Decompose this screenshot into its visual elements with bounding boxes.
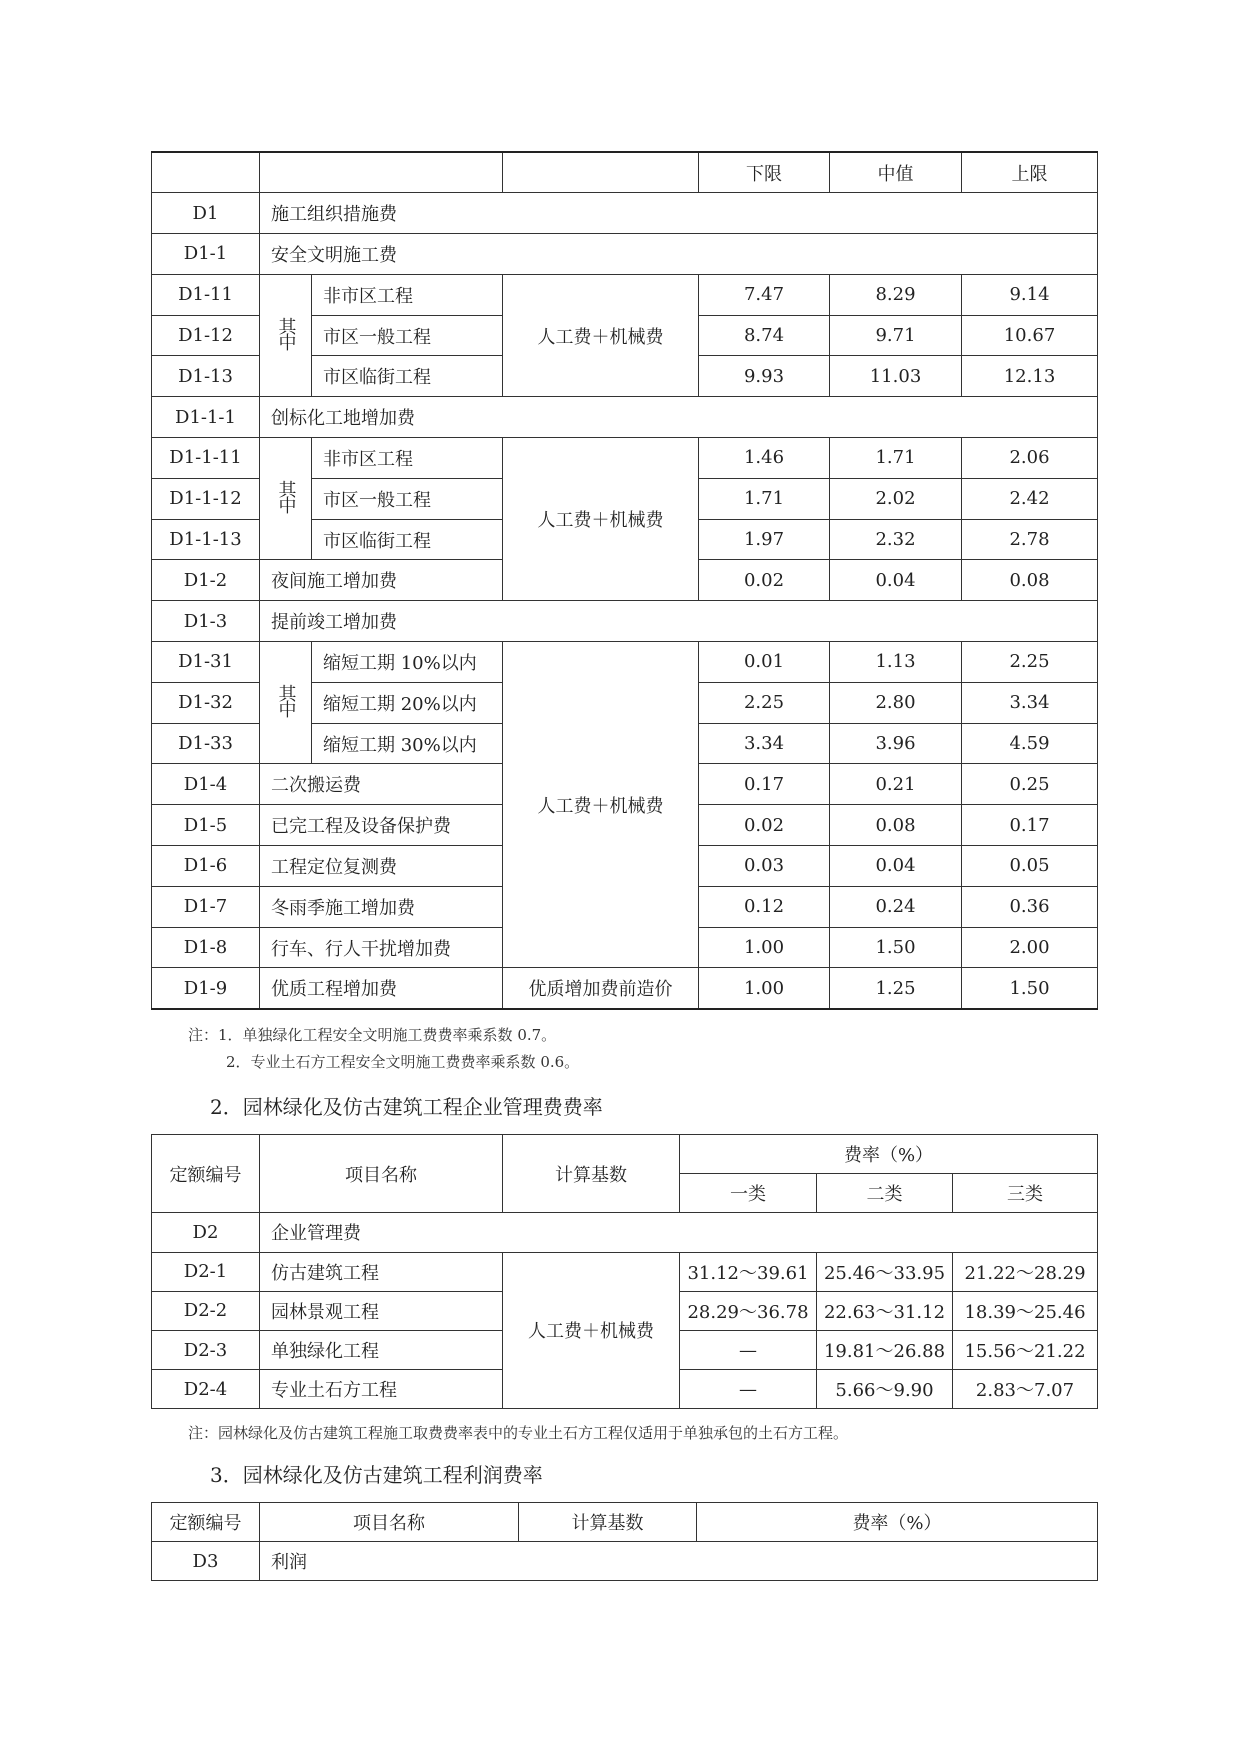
value-lower: 0.02 — [699, 560, 830, 601]
row-code: D3 — [152, 1542, 260, 1581]
row-name: 提前竣工增加费 — [260, 601, 1098, 642]
value-median: 0.04 — [830, 846, 962, 887]
value-lower: 0.03 — [699, 846, 830, 887]
row-code: D2-3 — [152, 1330, 260, 1369]
header-cell-name: 项目名称 — [260, 1135, 503, 1213]
row-code: D1-3 — [152, 601, 260, 642]
value-median: 1.50 — [830, 927, 962, 968]
rate-class-3: 21.22～28.29 — [953, 1252, 1098, 1291]
header-cell-rate: 费率（%） — [680, 1135, 1098, 1174]
base-cell: 人工费＋机械费 — [503, 642, 699, 968]
header-cell-base: 计算基数 — [519, 1503, 697, 1542]
section-title-profit: 3．园林绿化及仿古建筑工程利润费率 — [210, 1463, 543, 1487]
row-code: D2 — [152, 1213, 260, 1252]
header-cell-base — [503, 152, 699, 193]
table-row — [152, 642, 1098, 683]
row-name: 专业土石方工程 — [260, 1370, 503, 1409]
value-median: 0.08 — [830, 805, 962, 846]
value-upper: 0.25 — [962, 764, 1098, 805]
base-cell: 人工费＋机械费 — [503, 1252, 680, 1409]
value-upper: 1.50 — [962, 968, 1098, 1009]
row-name: 安全文明施工费 — [260, 234, 1098, 275]
row-name: 非市区工程 — [312, 438, 503, 479]
row-name: 企业管理费 — [260, 1213, 1098, 1252]
value-median: 8.29 — [830, 274, 962, 315]
value-lower: 3.34 — [699, 723, 830, 764]
table-header-row — [152, 152, 1098, 193]
value-median: 2.02 — [830, 478, 962, 519]
row-name: 市区临街工程 — [312, 519, 503, 560]
row-name: 园林景观工程 — [260, 1291, 503, 1330]
value-median: 11.03 — [830, 356, 962, 397]
value-upper: 4.59 — [962, 723, 1098, 764]
row-code: D2-2 — [152, 1291, 260, 1330]
header-cell-base: 计算基数 — [503, 1135, 680, 1213]
header-cell-class-3: 三类 — [953, 1174, 1098, 1213]
row-name: 缩短工期 20%以内 — [312, 682, 503, 723]
row-name: 二次搬运费 — [260, 764, 503, 805]
value-lower: 7.47 — [699, 274, 830, 315]
value-upper: 0.05 — [962, 846, 1098, 887]
table-row — [152, 601, 1098, 642]
row-name: 工程定位复测费 — [260, 846, 503, 887]
table-note-3: 注：园林绿化及仿古建筑工程施工取费费率表中的专业土石方工程仅适用于单独承包的土石方工程。 — [188, 1424, 849, 1442]
row-code: D1-1-13 — [152, 519, 260, 560]
row-code: D2-4 — [152, 1370, 260, 1409]
value-median: 3.96 — [830, 723, 962, 764]
value-lower: 0.17 — [699, 764, 830, 805]
qizhong-cell — [260, 642, 312, 764]
row-name: 市区临街工程 — [312, 356, 503, 397]
row-name: 缩短工期 10%以内 — [312, 642, 503, 683]
qizhong-cell — [260, 438, 312, 560]
value-upper: 3.34 — [962, 682, 1098, 723]
row-name: 夜间施工增加费 — [260, 560, 503, 601]
rate-class-3: 18.39～25.46 — [953, 1291, 1098, 1330]
row-code: D1-7 — [152, 886, 260, 927]
header-cell-median: 中值 — [830, 152, 962, 193]
table-note-1: 注：1．单独绿化工程安全文明施工费费率乘系数 0.7。 — [188, 1026, 557, 1044]
fee-rate-table-management — [151, 1134, 1098, 1409]
table-header-row — [152, 1135, 1098, 1174]
row-code: D2-1 — [152, 1252, 260, 1291]
value-lower: 9.93 — [699, 356, 830, 397]
value-upper: 2.78 — [962, 519, 1098, 560]
value-lower: 1.71 — [699, 478, 830, 519]
base-cell: 优质增加费前造价 — [503, 968, 699, 1009]
rate-class-2: 25.46～33.95 — [817, 1252, 953, 1291]
row-name: 已完工程及设备保护费 — [260, 805, 503, 846]
row-code: D1-9 — [152, 968, 260, 1009]
value-median: 1.13 — [830, 642, 962, 683]
table-row — [152, 397, 1098, 438]
value-upper: 0.17 — [962, 805, 1098, 846]
header-cell-code: 定额编号 — [152, 1135, 260, 1213]
table-row — [152, 1252, 1098, 1291]
qizhong-label: 其中 — [275, 317, 297, 350]
value-lower: 0.01 — [699, 642, 830, 683]
value-median: 2.32 — [830, 519, 962, 560]
rate-class-1: 31.12～39.61 — [680, 1252, 817, 1291]
value-upper: 12.13 — [962, 356, 1098, 397]
row-name: 施工组织措施费 — [260, 193, 1098, 234]
value-upper: 9.14 — [962, 274, 1098, 315]
value-lower: 0.12 — [699, 886, 830, 927]
row-name: 创标化工地增加费 — [260, 397, 1098, 438]
row-name: 缩短工期 30%以内 — [312, 723, 503, 764]
value-upper: 2.42 — [962, 478, 1098, 519]
table-row — [152, 234, 1098, 275]
row-code: D1-12 — [152, 315, 260, 356]
qizhong-cell — [260, 274, 312, 396]
base-cell: 人工费＋机械费 — [503, 274, 699, 396]
row-code: D1-5 — [152, 805, 260, 846]
row-code: D1-32 — [152, 682, 260, 723]
row-code: D1-2 — [152, 560, 260, 601]
value-upper: 2.06 — [962, 438, 1098, 479]
value-upper: 2.00 — [962, 927, 1098, 968]
header-cell-code — [152, 152, 260, 193]
fee-rate-table-measures — [151, 151, 1098, 1010]
qizhong-label: 其中 — [275, 684, 297, 717]
header-cell-name: 项目名称 — [260, 1503, 519, 1542]
row-name: 非市区工程 — [312, 274, 503, 315]
row-code: D1-11 — [152, 274, 260, 315]
rate-class-2: 19.81～26.88 — [817, 1330, 953, 1369]
row-name: 仿古建筑工程 — [260, 1252, 503, 1291]
row-code: D1 — [152, 193, 260, 234]
table-row — [152, 193, 1098, 234]
value-lower: 2.25 — [699, 682, 830, 723]
value-lower: 0.02 — [699, 805, 830, 846]
row-code: D1-1-1 — [152, 397, 260, 438]
table-row — [152, 1542, 1098, 1581]
rate-class-1: — — [680, 1370, 817, 1409]
value-median: 9.71 — [830, 315, 962, 356]
table-note-2: 2．专业土石方工程安全文明施工费费率乘系数 0.6。 — [226, 1053, 580, 1071]
value-upper: 2.25 — [962, 642, 1098, 683]
value-median: 1.25 — [830, 968, 962, 1009]
row-code: D1-6 — [152, 846, 260, 887]
row-code: D1-1-11 — [152, 438, 260, 479]
base-cell: 人工费＋机械费 — [503, 438, 699, 601]
header-cell-upper: 上限 — [962, 152, 1098, 193]
row-name: 市区一般工程 — [312, 315, 503, 356]
rate-class-1: 28.29～36.78 — [680, 1291, 817, 1330]
header-cell-class-1: 一类 — [680, 1174, 817, 1213]
value-lower: 1.00 — [699, 927, 830, 968]
value-upper: 10.67 — [962, 315, 1098, 356]
value-lower: 1.46 — [699, 438, 830, 479]
table-row — [152, 274, 1098, 315]
table-row — [152, 438, 1098, 479]
row-code: D1-1 — [152, 234, 260, 275]
row-name: 优质工程增加费 — [260, 968, 503, 1009]
value-median: 0.24 — [830, 886, 962, 927]
table-row — [152, 1213, 1098, 1252]
row-code: D1-33 — [152, 723, 260, 764]
qizhong-label: 其中 — [275, 480, 297, 513]
row-code: D1-1-12 — [152, 478, 260, 519]
rate-class-3: 15.56～21.22 — [953, 1330, 1098, 1369]
value-median: 0.04 — [830, 560, 962, 601]
value-median: 0.21 — [830, 764, 962, 805]
rate-class-1: — — [680, 1330, 817, 1369]
header-cell-name — [260, 152, 503, 193]
value-upper: 0.36 — [962, 886, 1098, 927]
row-code: D1-4 — [152, 764, 260, 805]
table-row — [152, 968, 1098, 1009]
section-title-management-fee: 2．园林绿化及仿古建筑工程企业管理费费率 — [210, 1095, 603, 1119]
value-lower: 1.00 — [699, 968, 830, 1009]
value-median: 1.71 — [830, 438, 962, 479]
header-cell-class-2: 二类 — [817, 1174, 953, 1213]
value-lower: 8.74 — [699, 315, 830, 356]
rate-class-2: 22.63～31.12 — [817, 1291, 953, 1330]
fee-rate-table-profit — [151, 1502, 1098, 1581]
header-cell-rate: 费率（%） — [697, 1503, 1098, 1542]
row-name: 利润 — [260, 1542, 1098, 1581]
row-code: D1-8 — [152, 927, 260, 968]
header-cell-lower: 下限 — [699, 152, 830, 193]
value-median: 2.80 — [830, 682, 962, 723]
row-name: 单独绿化工程 — [260, 1330, 503, 1369]
value-lower: 1.97 — [699, 519, 830, 560]
value-upper: 0.08 — [962, 560, 1098, 601]
header-cell-code: 定额编号 — [152, 1503, 260, 1542]
rate-class-2: 5.66～9.90 — [817, 1370, 953, 1409]
row-name: 冬雨季施工增加费 — [260, 886, 503, 927]
row-name: 市区一般工程 — [312, 478, 503, 519]
rate-class-3: 2.83～7.07 — [953, 1370, 1098, 1409]
row-code: D1-13 — [152, 356, 260, 397]
row-name: 行车、行人干扰增加费 — [260, 927, 503, 968]
table-header-row — [152, 1503, 1098, 1542]
row-code: D1-31 — [152, 642, 260, 683]
